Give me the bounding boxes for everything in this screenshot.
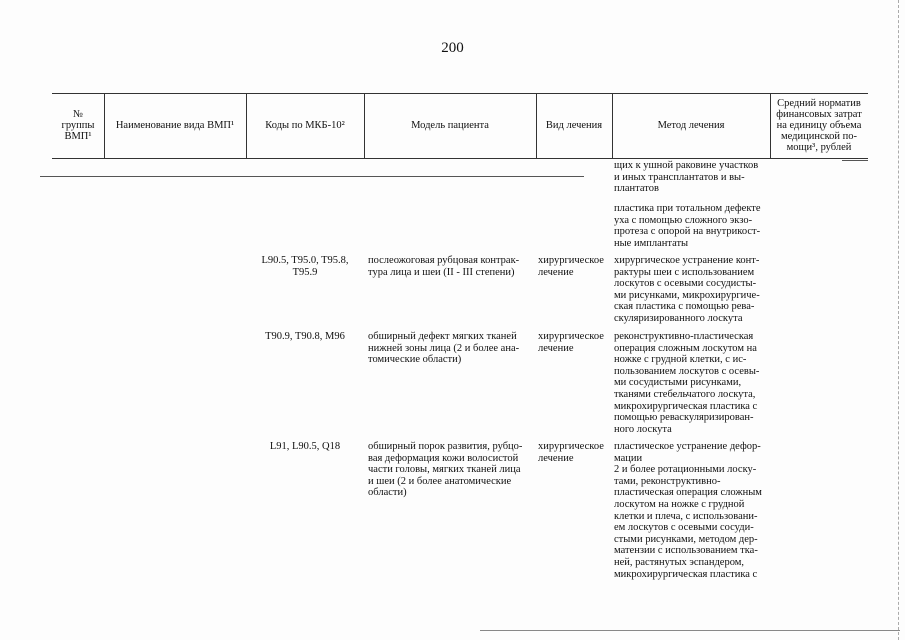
header-vmp-name: Наименование вида ВМП¹ <box>115 120 235 131</box>
page-number: 200 <box>441 40 464 56</box>
header-icd-codes: Коды по МКБ-10² <box>265 120 345 131</box>
scan-rule <box>40 176 584 177</box>
row-3-method: пластическое устранение дефор- мации 2 и более ротационными лоску- тами, реконструктивно- пластическая операция сложным лоскутом на ножке с грудной клетки и плеча, с использовани- ем лоскутов с осевыми сосуди- стыми рисунками, методом дер- матензии с использованием тка- ней, растянутых эспандером, микрохирургическая пластика с <box>614 441 762 580</box>
scan-edge <box>480 630 900 631</box>
row-3-treatment-type: хирургическое лечение <box>538 441 604 464</box>
row-1-patient-model: послеожоговая рубцовая контрак- тура лица и шеи (II - III степени) <box>368 255 520 278</box>
row-3-codes: L91, L90.5, Q18 <box>269 441 341 452</box>
row-1-codes: L90.5, T95.0, T95.8, T95.9 <box>261 255 349 278</box>
row-2-codes: T90.9, T90.8, M96 <box>265 331 345 342</box>
scan-edge <box>898 0 899 640</box>
row-3-patient-model: обширный порок развития, рубцо- вая деформация кожи волосистой части головы, мягких тканей лица и шеи (2 и более анатомические области) <box>368 441 523 499</box>
row-2-treatment-type: хирургическое лечение <box>538 331 604 354</box>
continued-method-text: щих к ушной раковине участков и иных трансплантатов и вы- плантатов <box>614 160 759 195</box>
header-average-cost: Средний норматив финансовых затрат на единицу объема медицинской по- мощи³, рублей <box>776 98 862 153</box>
row-1-treatment-type: хирургическое лечение <box>538 255 604 278</box>
header-patient-model: Модель пациента <box>411 120 489 131</box>
row-2-patient-model: обширный дефект мягких тканей нижней зоны лица (2 и более ана- томические области) <box>368 331 520 366</box>
header-treatment-type: Вид лечения <box>545 120 603 131</box>
continued-method-text: пластика при тотальном дефекте уха с помощью сложного экзо- протеза с опорой на внутрикост- ные имплантаты <box>614 203 761 249</box>
header-group-number: № группы ВМП¹ <box>61 109 95 142</box>
scan-rule <box>842 160 868 161</box>
header-treatment-method: Метод лечения <box>657 120 725 131</box>
row-2-method: реконструктивно-пластическая операция сложным лоскутом на ножке с грудной клетки, с ис- пользованием лоскутов с осевы- ми сосудистыми рисунками, тканями стебельчатого лоскута, микрохирургическая пластика с помощью реваскуляризирован- ного лоскута <box>614 331 760 435</box>
row-1-method: хирургическое устранение конт- рактуры шеи с использованием лоскутов с осевыми сосудисты- ми рисунками, микрохирургиче- ская пластика с помощью рева- скуляризированного лоскута <box>614 255 760 324</box>
table-header-bottom-rule <box>52 158 868 159</box>
